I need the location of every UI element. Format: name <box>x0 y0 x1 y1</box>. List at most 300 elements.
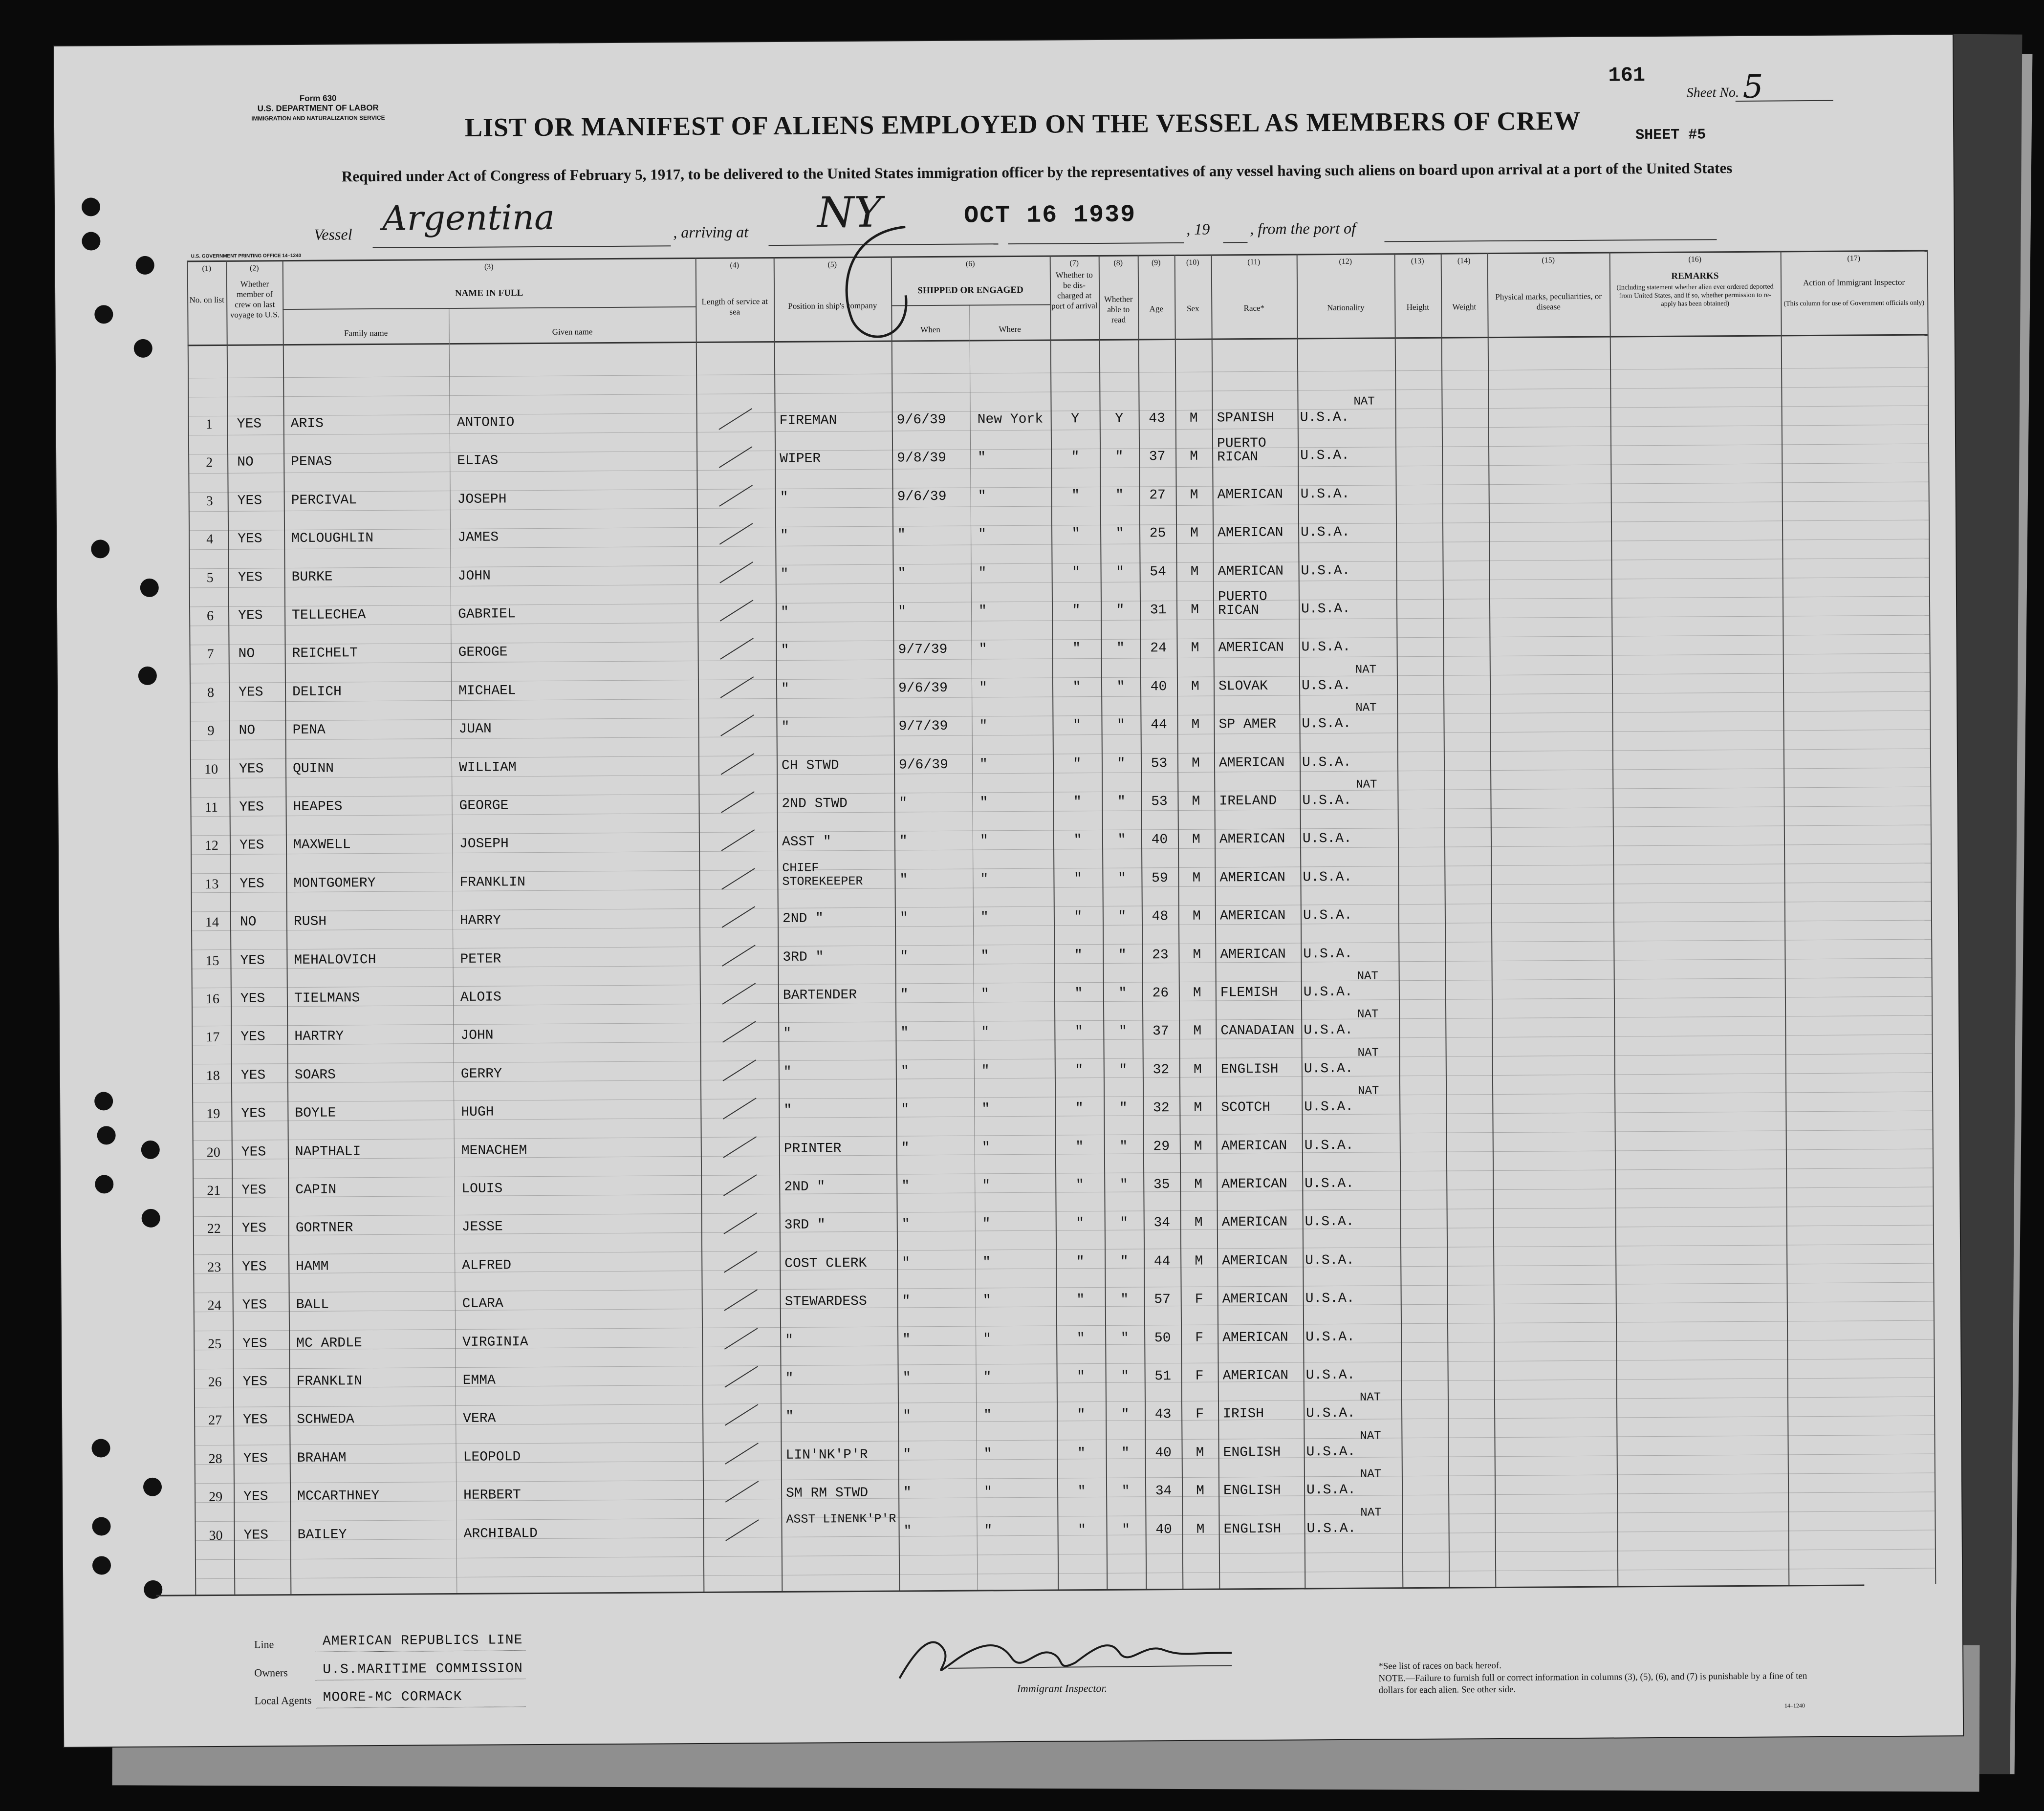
name-subheader-rule <box>283 306 696 310</box>
cell-member: YES <box>239 799 264 815</box>
cell-when: " <box>901 1102 910 1118</box>
cell-disch: " <box>1074 948 1083 963</box>
binder-hole <box>143 1478 162 1496</box>
cell-member: YES <box>238 608 263 624</box>
cell-disch: " <box>1074 1024 1083 1040</box>
cell-when: 9/8/39 <box>897 451 947 466</box>
header-name-in-full: NAME IN FULL <box>455 288 523 299</box>
cell-given: VERA <box>463 1411 496 1427</box>
cell-race: PUERTO RICAN <box>1218 589 1267 619</box>
circle-annotation <box>832 222 931 349</box>
cell-where: " <box>978 450 986 466</box>
printing-office-note: U.S. GOVERNMENT PRINTING OFFICE 14–1240 <box>191 253 302 259</box>
footer <box>63 1584 1963 1747</box>
cell-family: PENAS <box>291 454 332 470</box>
cell-position: " <box>780 528 789 544</box>
page-subtitle: Required under Act of Congress of February 5, 1917, to be delivered to the United States immigration officer by the representatives of any vessel having such aliens on board upon arrival at a port of the United States <box>341 159 1733 185</box>
cell-sex: F <box>1195 1292 1203 1307</box>
cell-sex: M <box>1193 1024 1202 1039</box>
cell-member: YES <box>241 1106 266 1121</box>
header-when: When <box>920 324 940 335</box>
cell-member: YES <box>243 1451 268 1466</box>
cell-age: 31 <box>1150 603 1167 618</box>
cell-given: JOHN <box>460 1028 494 1044</box>
cell-age: 54 <box>1150 564 1167 580</box>
cell-member: YES <box>242 1297 267 1313</box>
cell-nationality: U.S.A. <box>1304 1138 1354 1154</box>
cell-no: 14 <box>205 915 219 930</box>
cell-where: " <box>981 1025 990 1040</box>
cell-position: PRINTER <box>783 1141 842 1157</box>
cell-where: " <box>979 833 988 849</box>
cell-age: 25 <box>1149 526 1166 541</box>
cell-race: AMERICAN <box>1221 1215 1288 1230</box>
cell-read: " <box>1121 1445 1130 1461</box>
cell-when: 9/6/39 <box>898 757 948 773</box>
cell-member: NO <box>237 454 254 471</box>
header-remarks: REMARKS <box>1671 271 1719 281</box>
cell-age: 50 <box>1154 1330 1171 1346</box>
nat-annotation: NAT <box>1355 701 1377 715</box>
cell-family: MCLOUGHLIN <box>291 531 374 547</box>
date-stamp: OCT 16 1939 <box>963 201 1136 230</box>
binder-hole <box>141 1141 160 1159</box>
cell-when: 9/6/39 <box>897 489 947 505</box>
header-age: Age <box>1149 304 1164 314</box>
cell-sex: M <box>1192 794 1200 809</box>
cell-race: IRISH <box>1223 1406 1264 1422</box>
cell-read: " <box>1117 717 1126 733</box>
cell-sex: M <box>1194 1177 1203 1192</box>
arriving-value: NY <box>817 188 882 237</box>
cell-sex: F <box>1196 1407 1204 1423</box>
binder-hole <box>82 197 100 216</box>
header-able-to-read: Whether able to read <box>1104 294 1133 324</box>
binder-hole <box>82 232 100 250</box>
cell-when: " <box>900 1025 909 1041</box>
cell-race: AMERICAN <box>1219 870 1285 886</box>
cell-age: 43 <box>1149 411 1166 427</box>
cell-nationality: U.S.A. <box>1304 1023 1353 1038</box>
cell-when: " <box>900 949 909 965</box>
cell-when: 9/7/39 <box>898 719 948 734</box>
nat-annotation: NAT <box>1355 663 1377 677</box>
cell-when: " <box>903 1485 912 1501</box>
cell-nationality: U.S.A. <box>1302 755 1351 771</box>
cell-when: " <box>898 604 907 620</box>
cell-position: 2ND " <box>782 911 824 927</box>
cell-when: 9/7/39 <box>898 642 948 658</box>
cell-sex: M <box>1191 602 1199 618</box>
cell-sex: M <box>1194 1139 1202 1154</box>
header-action-note: (This column for use of Government officials only) <box>1783 299 1925 308</box>
column-number: (3) <box>484 262 494 271</box>
owners-value: U.S.MARITIME COMMISSION <box>323 1661 523 1678</box>
cell-nationality: U.S.A. <box>1306 1444 1356 1460</box>
cell-sex: M <box>1191 717 1200 733</box>
column-number: (2) <box>249 264 259 273</box>
line-value: AMERICAN REPUBLICS LINE <box>322 1633 523 1649</box>
header-length-service: Length of service at sea <box>701 297 768 317</box>
cell-position: " <box>781 604 789 620</box>
cell-race: IRELAND <box>1219 793 1277 809</box>
cell-where: " <box>980 910 989 926</box>
cell-nationality: U.S.A. <box>1301 640 1351 655</box>
cell-family: PENA <box>292 722 326 738</box>
vessel-value: Argentina <box>382 197 555 238</box>
cell-when: " <box>902 1370 911 1386</box>
cell-family: MEHALOVICH <box>294 952 376 968</box>
cell-family: DELICH <box>292 684 342 700</box>
cell-where: " <box>983 1408 992 1423</box>
cell-sex: M <box>1193 985 1201 1001</box>
cell-nationality: U.S.A. <box>1306 1406 1356 1422</box>
cell-nationality: U.S.A. <box>1303 946 1353 962</box>
cell-when: " <box>901 1179 910 1194</box>
cell-family: PERCIVAL <box>291 493 357 508</box>
cell-nationality: U.S.A. <box>1305 1367 1355 1383</box>
cell-where: " <box>979 642 987 657</box>
cell-when: " <box>902 1255 911 1271</box>
header-position: Position in ship's company <box>788 301 877 311</box>
binder-hole <box>142 1209 160 1228</box>
cell-nationality: U.S.A. <box>1306 1482 1356 1498</box>
column-number: (15) <box>1542 256 1555 265</box>
cell-read: " <box>1115 450 1124 465</box>
cell-nationality: U.S.A. <box>1301 563 1350 579</box>
cell-age: 40 <box>1155 1445 1172 1461</box>
from-port-label: , from the port of <box>1250 219 1356 238</box>
cell-age: 37 <box>1152 1024 1169 1039</box>
year-label: , 19 <box>1186 220 1210 238</box>
cell-sex: M <box>1196 1445 1204 1461</box>
cell-disch: " <box>1078 1522 1087 1538</box>
column-number: (12) <box>1339 257 1352 266</box>
form-code: 14–1240 <box>1784 1702 1805 1709</box>
cell-no: 27 <box>208 1413 222 1428</box>
cell-family: TIELMANS <box>294 991 360 1007</box>
cell-age: 53 <box>1151 794 1168 810</box>
cell-sex: M <box>1193 1062 1202 1078</box>
binder-hole <box>134 339 152 358</box>
cell-no: 25 <box>208 1336 222 1352</box>
cell-disch: " <box>1073 871 1082 887</box>
cell-no: 7 <box>207 647 214 662</box>
cell-position: " <box>781 643 789 659</box>
cell-position: 3RD " <box>784 1217 826 1233</box>
cell-read: " <box>1119 1062 1128 1078</box>
cell-family: HARTRY <box>294 1029 344 1045</box>
cell-member: YES <box>237 493 262 509</box>
cell-no: 24 <box>207 1298 221 1314</box>
binder-hole <box>92 1556 111 1574</box>
cell-race: AMERICAN <box>1220 947 1286 963</box>
cell-read: " <box>1119 1100 1128 1116</box>
cell-sex: F <box>1195 1368 1204 1384</box>
cell-position: " <box>780 566 789 582</box>
cell-nationality: U.S.A. <box>1302 831 1352 847</box>
cell-given: FRANKLIN <box>459 874 525 890</box>
cell-disch: " <box>1076 1254 1085 1270</box>
cell-disch: " <box>1072 641 1081 657</box>
column-number: (16) <box>1688 255 1702 264</box>
cell-age: 57 <box>1154 1292 1171 1308</box>
cell-nationality: U.S.A. <box>1301 525 1350 540</box>
cell-given: GERRY <box>460 1066 502 1082</box>
cell-nationality: U.S.A. <box>1302 793 1352 809</box>
cell-member: YES <box>240 1029 265 1045</box>
cell-sex: M <box>1189 410 1198 426</box>
owners-underline <box>315 1679 525 1681</box>
binder-hole <box>94 1092 113 1110</box>
vessel-underline <box>373 245 671 248</box>
cell-race: AMERICAN <box>1219 832 1285 847</box>
cell-nationality: U.S.A. <box>1305 1291 1355 1307</box>
cell-read: " <box>1118 1024 1127 1040</box>
header-family-name: Family name <box>344 328 388 338</box>
cell-position: STEWARDESS <box>784 1294 867 1310</box>
cell-race: ENGLISH <box>1223 1483 1281 1499</box>
agents-label: Local Agents <box>254 1694 312 1707</box>
cell-no: 30 <box>209 1528 223 1543</box>
column-number: (13) <box>1411 257 1424 266</box>
nat-annotation: NAT <box>1353 395 1375 409</box>
column-number: (6) <box>965 259 975 268</box>
cell-age: 29 <box>1153 1139 1170 1154</box>
year-underline <box>1223 242 1247 243</box>
cell-member: YES <box>241 1221 267 1237</box>
cell-given: PETER <box>460 951 501 967</box>
cell-nationality: U.S.A. <box>1305 1214 1354 1230</box>
header-discharged: Whether to be dis- charged at port of arrival <box>1051 270 1098 311</box>
cell-member: YES <box>238 531 262 547</box>
cell-where: " <box>978 527 987 542</box>
cell-no: 20 <box>206 1144 220 1160</box>
cell-family: QUINN <box>292 761 334 776</box>
cell-race: AMERICAN <box>1222 1291 1288 1307</box>
cell-where: " <box>978 565 987 581</box>
cell-race: ENGLISH <box>1223 1521 1282 1537</box>
page-title: LIST OR MANIFEST OF ALIENS EMPLOYED ON THE VESSEL AS MEMBERS OF CREW <box>464 106 1581 142</box>
line-label: Line <box>254 1638 274 1651</box>
binder-hole <box>92 1517 110 1535</box>
cell-disch: " <box>1075 1139 1084 1155</box>
cell-read: " <box>1118 986 1127 1001</box>
cell-sex: M <box>1190 525 1199 541</box>
cell-where: " <box>979 718 988 734</box>
header-member-last-voyage: Whether member of crew on last voyage to U.S. <box>230 279 280 320</box>
cell-when: 9/6/39 <box>896 412 946 428</box>
cell-given: JUAN <box>458 721 492 737</box>
cell-age: 44 <box>1151 717 1167 733</box>
cell-given: EMMA <box>462 1373 496 1388</box>
cell-position: LIN'NK'P'R <box>785 1447 868 1463</box>
cell-where: " <box>979 795 988 811</box>
nat-annotation: NAT <box>1357 970 1378 983</box>
cell-age: 37 <box>1149 449 1166 465</box>
cell-disch: " <box>1073 795 1082 810</box>
cell-sex: M <box>1194 1100 1202 1116</box>
header-race: Race* <box>1243 303 1265 313</box>
cell-read: " <box>1117 756 1126 772</box>
cell-nationality: U.S.A. <box>1303 869 1352 885</box>
cell-member: NO <box>238 646 255 662</box>
cell-sex: M <box>1190 449 1198 465</box>
cell-position: " <box>783 1103 792 1119</box>
cell-read: " <box>1120 1254 1129 1270</box>
cell-read: " <box>1119 1177 1128 1193</box>
cell-member: YES <box>239 838 264 854</box>
cell-given: HERBERT <box>463 1488 521 1504</box>
cell-nationality: U.S.A. <box>1300 448 1350 464</box>
header-sex: Sex <box>1187 303 1199 313</box>
sheet-no-underline <box>1736 100 1833 102</box>
cell-given: MENACHEM <box>461 1143 527 1159</box>
cell-family: MCCARTHNEY <box>297 1488 380 1505</box>
nat-annotation: NAT <box>1357 1046 1379 1060</box>
form-identifier <box>196 93 440 124</box>
header-no-on-list: No. on list <box>189 295 224 305</box>
cell-member: YES <box>237 416 262 432</box>
column-number: (1) <box>202 264 212 273</box>
cell-age: 53 <box>1151 755 1168 771</box>
cell-sex: M <box>1192 908 1201 924</box>
cell-disch: " <box>1074 986 1083 1002</box>
cell-read: Y <box>1115 411 1124 427</box>
cell-member: YES <box>243 1527 269 1543</box>
cell-no: 26 <box>208 1374 222 1390</box>
header-physical-marks: Physical marks, peculiarities, or disease <box>1495 291 1602 312</box>
cell-given: VIRGINIA <box>462 1334 528 1350</box>
cell-race: AMERICAN <box>1222 1368 1289 1384</box>
cell-read: " <box>1120 1216 1129 1231</box>
cell-no: 15 <box>205 953 219 969</box>
cell-nationality: U.S.A. <box>1300 486 1350 502</box>
cell-sex: M <box>1191 641 1199 656</box>
inspector-label: Immigrant Inspector. <box>1017 1682 1108 1695</box>
cell-member: YES <box>239 761 264 777</box>
cell-age: 43 <box>1154 1407 1172 1423</box>
cell-member: YES <box>239 876 264 892</box>
cell-race: SCOTCH <box>1221 1100 1271 1116</box>
cell-family: SOARS <box>294 1067 336 1083</box>
cell-read: " <box>1120 1331 1129 1346</box>
cell-family: RUSH <box>293 914 327 930</box>
cell-given: WILLIAM <box>458 759 517 776</box>
cell-race: SP AMER <box>1218 716 1277 733</box>
cell-disch: " <box>1077 1407 1086 1423</box>
cell-position: 2ND STWD <box>782 796 848 812</box>
cell-no: 17 <box>206 1030 220 1045</box>
cell-age: 24 <box>1150 641 1167 656</box>
cell-nationality: U.S.A. <box>1304 1099 1354 1115</box>
cell-disch: " <box>1074 909 1083 925</box>
cell-given: ALOIS <box>460 990 502 1005</box>
cell-no: 28 <box>208 1451 222 1466</box>
cell-position: " <box>781 681 789 697</box>
binder-hole <box>91 1439 110 1457</box>
cell-race: FLEMISH <box>1220 985 1278 1001</box>
nat-annotation: NAT <box>1360 1467 1382 1481</box>
cell-nationality: U.S.A. <box>1304 1061 1353 1077</box>
cell-where: " <box>981 1101 990 1117</box>
cell-position: " <box>785 1371 794 1386</box>
cell-nationality: U.S.A. <box>1300 410 1349 426</box>
cell-nationality: U.S.A. <box>1306 1521 1356 1536</box>
binder-hole <box>95 1175 113 1193</box>
cell-disch: " <box>1072 679 1081 695</box>
cell-age: 27 <box>1149 487 1166 503</box>
header-height: Height <box>1406 302 1430 312</box>
header-nationality: Nationality <box>1327 302 1365 313</box>
cell-sex: M <box>1192 870 1201 886</box>
cell-given: JOHN <box>457 568 491 584</box>
manifest-page <box>54 35 1963 1747</box>
cell-sex: M <box>1194 1215 1203 1231</box>
cell-when: " <box>901 1140 910 1156</box>
cell-disch: " <box>1073 718 1082 733</box>
column-number: (4) <box>730 261 739 270</box>
nat-annotation: NAT <box>1360 1429 1381 1443</box>
cell-position: 2ND " <box>784 1179 826 1195</box>
cell-where: " <box>978 489 986 504</box>
cell-where: " <box>983 1370 992 1385</box>
cell-position: FIREMAN <box>779 413 837 429</box>
cell-race: AMERICAN <box>1218 563 1284 580</box>
cell-member: YES <box>240 1068 266 1083</box>
cell-disch: " <box>1077 1369 1086 1385</box>
cell-read: " <box>1121 1484 1130 1499</box>
cell-family: REICHELT <box>292 646 358 662</box>
arriving-label: , arriving at <box>673 223 749 241</box>
cell-given: HARRY <box>459 913 501 929</box>
from-port-underline <box>1384 239 1717 242</box>
cell-disch: Y <box>1071 411 1080 427</box>
cell-position: WIPER <box>780 451 821 467</box>
cell-family: MC ARDLE <box>296 1335 362 1351</box>
cell-when: " <box>902 1294 911 1309</box>
cell-where: " <box>979 756 988 773</box>
cell-nationality: U.S.A. <box>1305 1252 1355 1269</box>
cell-disch: " <box>1073 756 1082 772</box>
date-underline <box>1008 242 1184 244</box>
binder-hole <box>97 1126 115 1144</box>
cell-position: ASST LINENK'P'R <box>786 1511 896 1527</box>
cell-position: CH STWD <box>781 757 839 774</box>
cell-race: SPANISH <box>1217 410 1275 426</box>
cell-race: AMERICAN <box>1217 487 1283 503</box>
cell-no: 2 <box>206 455 213 471</box>
cell-no: 4 <box>206 532 214 547</box>
header-remarks-note: (Including statement whether alien ever ordered deported from United States, and if so, whether permission to re-apply has been obtained) <box>1616 283 1774 308</box>
cell-when: " <box>897 565 906 582</box>
header-shipped: SHIPPED OR ENGAGED <box>917 284 1023 296</box>
cell-family: HEAPES <box>293 799 343 815</box>
cell-family: BURKE <box>291 569 333 585</box>
cell-when: " <box>900 987 909 1003</box>
cell-given: JESSE <box>461 1219 503 1235</box>
cell-given: ELIAS <box>457 453 499 469</box>
nat-annotation: NAT <box>1360 1506 1382 1520</box>
cell-disch: " <box>1072 603 1081 619</box>
cell-race: AMERICAN <box>1219 908 1286 924</box>
column-number: (14) <box>1457 257 1471 265</box>
cell-no: 13 <box>205 876 219 892</box>
cell-no: 5 <box>206 570 214 585</box>
cell-age: 44 <box>1153 1253 1171 1270</box>
cell-position: " <box>781 720 790 735</box>
column-number: (8) <box>1113 259 1123 267</box>
